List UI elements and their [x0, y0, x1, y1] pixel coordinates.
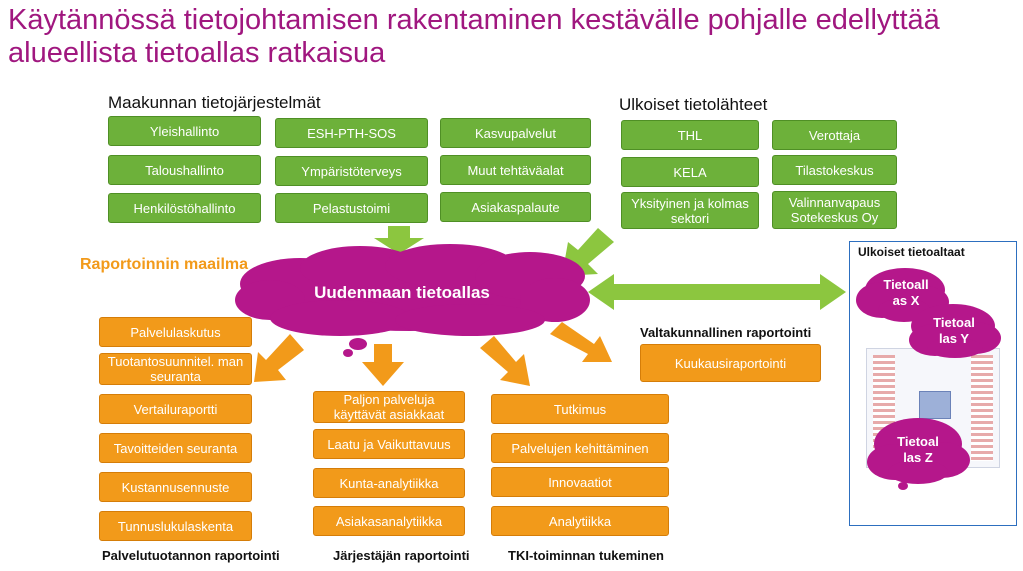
- rdi-box: Tutkimus: [491, 394, 669, 424]
- external-lake-x-label: [868, 277, 944, 309]
- service-production-heading: Palvelutuotannon raportointi: [102, 548, 280, 563]
- regional-system-box: Asiakaspalaute: [440, 192, 591, 222]
- external-source-box: Tilastokeskus: [772, 155, 897, 185]
- external-lakes-heading: Ulkoiset tietoaltaat: [858, 245, 965, 259]
- external-source-box: KELA: [621, 157, 759, 187]
- external-lake-z-line: las Z: [903, 450, 933, 465]
- organizer-report-box: Kunta-analytiikka: [313, 468, 465, 498]
- lake-label: Uudenmaan tietoallas: [314, 283, 490, 302]
- external-lake-y-line: Tietoal: [933, 315, 975, 330]
- service-report-box: Vertailuraportti: [99, 394, 252, 424]
- organizer-report-box: Paljon palveluja käyttävät asiakkaat: [313, 391, 465, 423]
- regional-system-box: Muut tehtäväalat: [440, 155, 591, 185]
- external-lake-y-label: [916, 315, 992, 347]
- external-lake-z-label: [880, 434, 956, 466]
- rdi-box: Palvelujen kehittäminen: [491, 433, 669, 463]
- external-source-box: Yksityinen ja kolmas sektori: [621, 192, 759, 229]
- service-report-box: Palvelulaskutus: [99, 317, 252, 347]
- reporting-world-label: Raportoinnin maailma: [80, 256, 249, 273]
- regional-system-box: Kasvupalvelut: [440, 118, 591, 148]
- service-report-box: Tuotantosuunnitel. man seuranta: [99, 353, 252, 385]
- regional-system-box: ESH-PTH-SOS: [275, 118, 428, 148]
- external-lake-y-line: las Y: [938, 331, 970, 346]
- rdi-box: Analytiikka: [491, 506, 669, 536]
- organizer-report-box: Asiakasanalytiikka: [313, 506, 465, 536]
- national-report-box: Kuukausiraportointi: [640, 344, 821, 382]
- external-lake-z-line: Tietoal: [897, 434, 939, 449]
- service-report-box: Tavoitteiden seuranta: [99, 433, 252, 463]
- national-heading: Valtakunnallinen raportointi: [640, 325, 812, 340]
- external-sources-heading: Ulkoiset tietolähteet: [619, 95, 768, 114]
- regional-systems-heading: Maakunnan tietojärjestelmät: [108, 93, 321, 112]
- regional-system-box: Pelastustoimi: [275, 193, 428, 223]
- service-report-box: Kustannusennuste: [99, 472, 252, 502]
- regional-system-box: Yleishallinto: [108, 116, 261, 146]
- external-source-box: THL: [621, 120, 759, 150]
- external-lake-x-line: as X: [892, 293, 920, 308]
- external-lake-x-line: Tietoall: [883, 277, 929, 292]
- page-title: Käytännössä tietojohtamisen rakentaminen kestävälle pohjalle edellyttää alueellista tietoallas ratkaisua: [8, 4, 940, 69]
- organizer-heading: Järjestäjän raportointi: [333, 548, 470, 563]
- service-report-box: Tunnuslukulaskenta: [99, 511, 252, 541]
- external-source-box: Valinnanvapaus Sotekeskus Oy: [772, 191, 897, 229]
- regional-system-box: Ympäristöterveys: [275, 156, 428, 186]
- external-source-box: Verottaja: [772, 120, 897, 150]
- regional-system-box: Taloushallinto: [108, 155, 261, 185]
- rdi-heading: TKI-toiminnan tukeminen: [508, 548, 664, 563]
- regional-system-box: Henkilöstöhallinto: [108, 193, 261, 223]
- organizer-report-box: Laatu ja Vaikuttavuus: [313, 429, 465, 459]
- rdi-box: Innovaatiot: [491, 467, 669, 497]
